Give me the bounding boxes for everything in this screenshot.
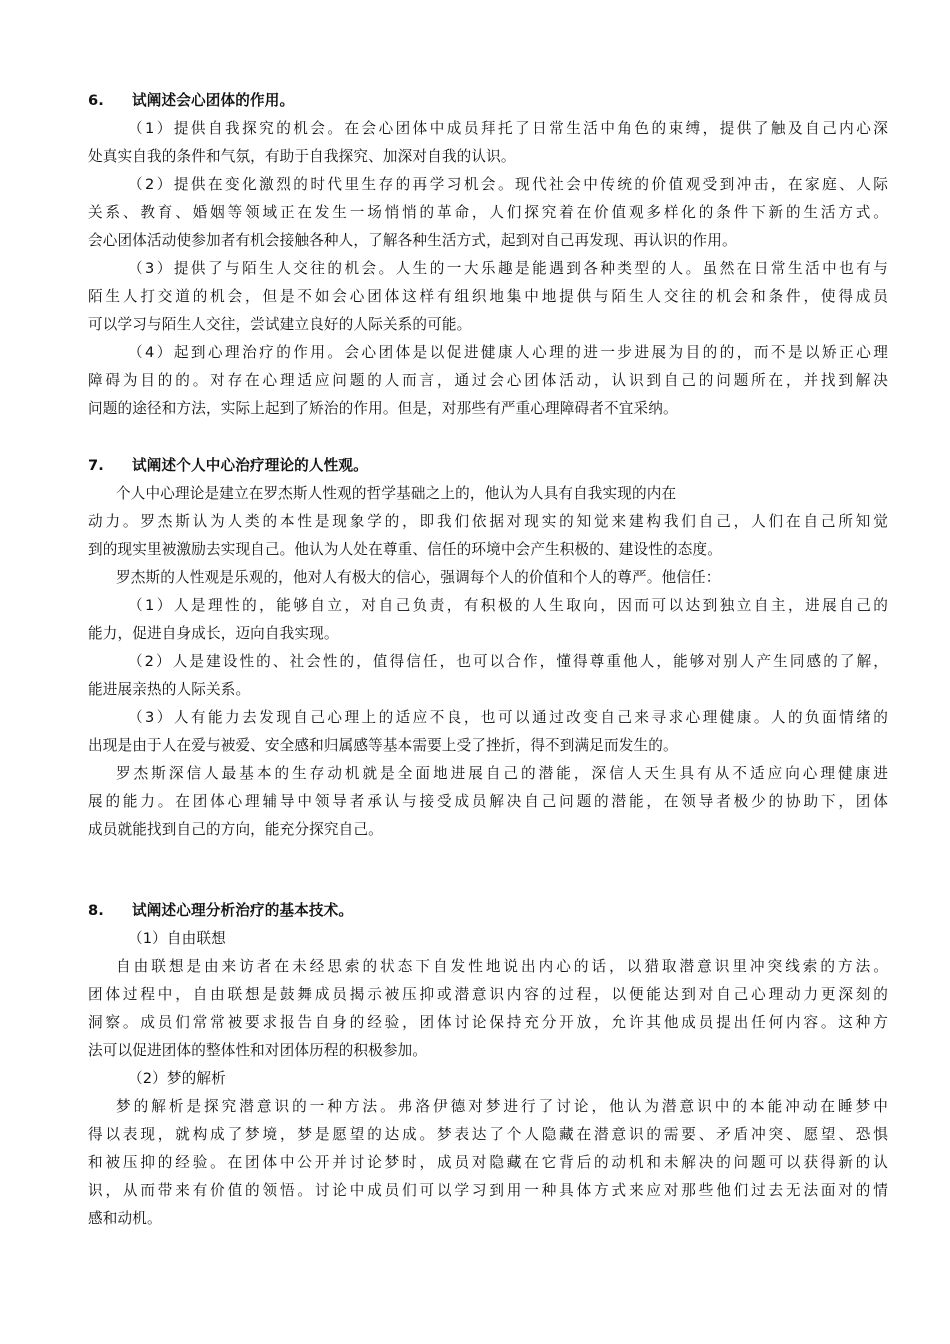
section-number: 8. (88, 902, 104, 919)
section-8 (88, 897, 888, 1233)
section-title: 试阐述心理分析治疗的基本技术。 (132, 902, 354, 919)
paragraph-line: 陌生人打交道的机会，但是不如会心团体这样有组织地集中地提供与陌生人交往的机会和条件，使得成员 (88, 288, 888, 305)
paragraph-line: 处真实自我的条件和气氛，有助于自我探究、加深对自我的认识。 (88, 148, 516, 165)
paragraph-line: 展的能力。在团体心理辅导中领导者承认与接受成员解决自己问题的潜能，在领导者极少的协助下，团体 (88, 793, 888, 810)
paragraph-line: 和被压抑的经验。在团体中公开并讨论梦时，成员对隐藏在它背后的动机和未解决的问题可以获得新的认 (88, 1154, 888, 1171)
paragraph-line: 识，从而带来有价值的领悟。讨论中成员们可以学习到用一种具体方式来应对那些他们过去无法面对的情 (88, 1182, 888, 1199)
paragraph-line: 会心团体活动使参加者有机会接触各种人，了解各种生活方式，起到对自己再发现、再认识的作用。 (88, 232, 737, 249)
paragraph-line: 出现是由于人在爱与被爱、安全感和归属感等基本需要上受了挫折，得不到满足而发生的。 (88, 737, 678, 754)
paragraph-line: 能力，促进自身成长，迈向自我实现。 (88, 625, 339, 642)
section-heading (88, 452, 888, 480)
section-7 (88, 452, 888, 844)
section-6 (88, 87, 888, 423)
paragraph-line: 到的现实里被激励去实现自己。他认为人处在尊重、信任的环境中会产生积极的、建设性的态度。 (88, 541, 722, 558)
paragraph-line: 罗杰斯的人性观是乐观的，他对人有极大的信心，强调每个人的价值和个人的尊严。他信任： (116, 569, 721, 586)
paragraph-line: 自由联想是由来访者在未经思索的状态下自发性地说出内心的话，以猎取潜意识里冲突线索的方法。 (116, 958, 888, 975)
subheading-line: （2）梦的解析 (128, 1070, 226, 1087)
paragraph-line: （2）提供在变化激烈的时代里生存的再学习机会。现代社会中传统的价值观受到冲击，在家庭、人际 (128, 176, 888, 193)
paragraph-line: （2）人是建设性的、社会性的，值得信任，也可以合作，懂得尊重他人，能够对别人产生同感的了解， (128, 653, 888, 670)
paragraph-line: 动力。罗杰斯认为人类的本性是现象学的，即我们依据对现实的知觉来建构我们自己，人们在自己所知觉 (88, 513, 888, 530)
paragraph-line: 梦的解析是探究潜意识的一种方法。弗洛伊德对梦进行了讨论，他认为潜意识中的本能冲动在睡梦中 (116, 1098, 888, 1115)
paragraph-line: （4）起到心理治疗的作用。会心团体是以促进健康人心理的进一步进展为目的的，而不是以矫正心理 (128, 344, 888, 361)
section-title: 试阐述个人中心治疗理论的人性观。 (132, 457, 368, 474)
section-title: 试阐述会心团体的作用。 (132, 92, 295, 109)
paragraph-line: 洞察。成员们常常被要求报告自身的经验，团体讨论保持充分开放，允许其他成员提出任何内容。这种方 (88, 1014, 888, 1031)
paragraph-line: 成员就能找到自己的方向，能充分探究自己。 (88, 821, 383, 838)
paragraph-line: 个人中心理论是建立在罗杰斯人性观的哲学基础之上的，他认为人具有自我实现的内在 (116, 485, 677, 502)
section-number: 7. (88, 457, 104, 474)
paragraph-line: 团体过程中，自由联想是鼓舞成员揭示被压抑或潜意识内容的过程，以便能达到对自己心理动力更深刻的 (88, 986, 888, 1003)
paragraph-line: 感和动机。 (88, 1210, 162, 1227)
paragraph-line: 罗杰斯深信人最基本的生存动机就是全面地进展自己的潜能，深信人天生具有从不适应向心理健康进 (116, 765, 888, 782)
section-heading (88, 87, 888, 115)
paragraph-line: 能进展亲热的人际关系。 (88, 681, 251, 698)
paragraph-line: 障碍为目的的。对存在心理适应问题的人而言，通过会心团体活动，认识到自己的问题所在，并找到解决 (88, 372, 888, 389)
paragraph-line: （3）提供了与陌生人交往的机会。人生的一大乐趣是能遇到各种类型的人。虽然在日常生活中也有与 (128, 260, 888, 277)
paragraph-line: （1）提供自我探究的机会。在会心团体中成员拜托了日常生活中角色的束缚，提供了触及自己内心深 (128, 120, 888, 137)
subheading-line: （1）自由联想 (128, 930, 226, 947)
section-heading (88, 897, 888, 925)
paragraph-line: （1）人是理性的，能够自立，对自己负责，有积极的人生取向，因而可以达到独立自主，进展自己的 (128, 597, 888, 614)
paragraph-line: 可以学习与陌生人交往，尝试建立良好的人际关系的可能。 (88, 316, 472, 333)
paragraph-line: 得以表现，就构成了梦境，梦是愿望的达成。梦表达了个人隐藏在潜意识的需要、矛盾冲突、愿望、恐惧 (88, 1126, 888, 1143)
paragraph-line: 法可以促进团体的整体性和对团体历程的积极参加。 (88, 1042, 428, 1059)
paragraph-line: 关系、教育、婚姻等领域正在发生一场悄悄的革命，人们探究着在价值观多样化的条件下新的生活方式。 (88, 204, 888, 221)
paragraph-line: （3）人有能力去发现自己心理上的适应不良，也可以通过改变自己来寻求心理健康。人的负面情绪的 (128, 709, 888, 726)
section-number: 6. (88, 92, 104, 109)
paragraph-line: 问题的途径和方法，实际上起到了矫治的作用。但是，对那些有严重心理障碍者不宜采纳。 (88, 400, 678, 417)
